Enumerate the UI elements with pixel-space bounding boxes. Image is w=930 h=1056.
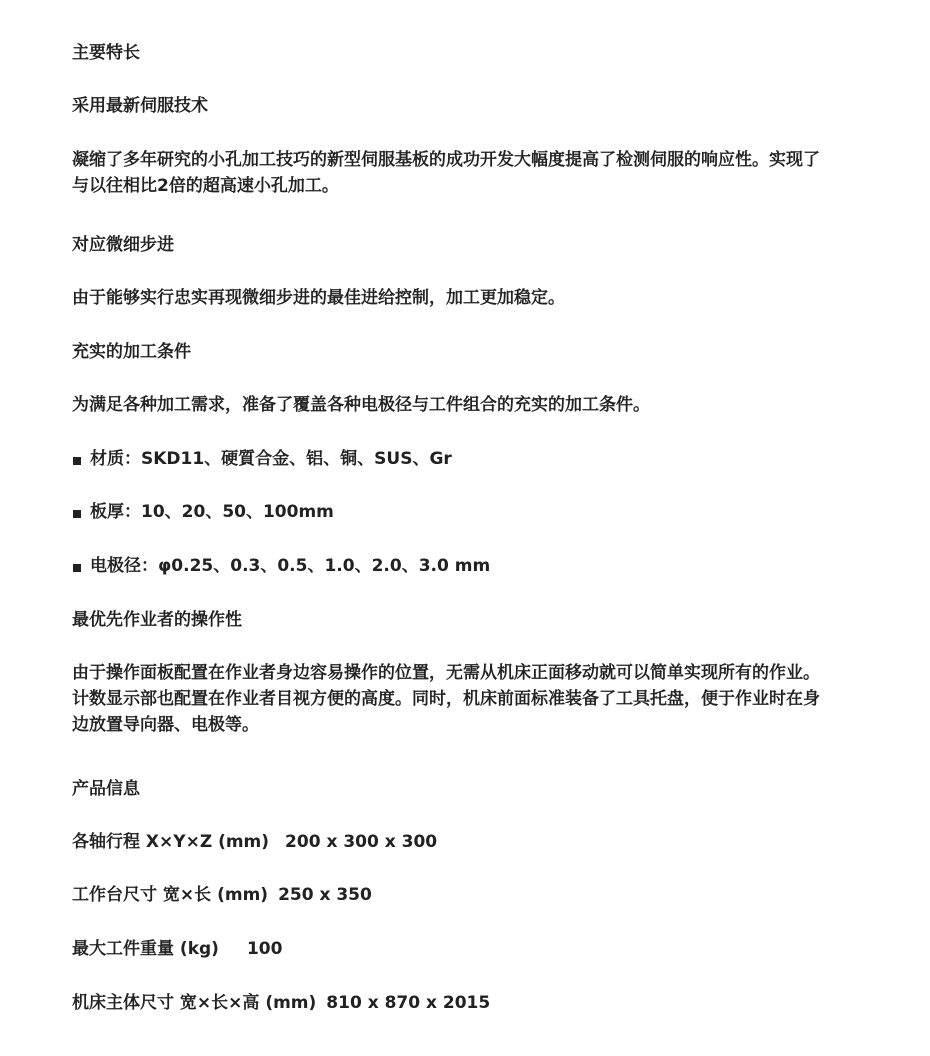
square-bullet-icon (72, 447, 84, 459)
section-paragraph-servo: 凝缩了多年研究的小孔加工技巧的新型伺服基板的成功开发大幅度提高了检测伺服的响应性。实现了与以往相比2倍的超高速小孔加工。 (72, 150, 820, 196)
spec-row-max-weight (72, 936, 282, 962)
section-heading-micro-step: 对应微细步进 (72, 235, 174, 255)
condition-bullet-electrode (72, 553, 490, 579)
spec-value: 250 x 350 (278, 885, 372, 905)
spec-row-machine-size (72, 990, 490, 1016)
spec-label: 最大工件重量 (kg) (72, 939, 219, 959)
section-heading-conditions: 充实的加工条件 (72, 342, 191, 362)
section-paragraph-micro-step: 由于能够实行忠实再现微细步进的最佳进给控制，加工更加稳定。 (72, 288, 565, 308)
spec-label: 机床主体尺寸 宽×长×高 (mm) (72, 993, 317, 1013)
condition-bullet-text: 板厚：10、20、50、100mm (90, 502, 334, 522)
condition-bullet-text: 电极径：φ0.25、0.3、0.5、1.0、2.0、3.0 mm (90, 556, 491, 576)
product-info-title: 产品信息 (72, 779, 140, 799)
condition-bullet-thickness (72, 499, 334, 525)
spec-value: 100 (246, 939, 283, 959)
section-paragraph-operability: 由于操作面板配置在作业者身边容易操作的位置，无需从机床正面移动就可以简单实现所有的作业。计数显示部也配置在作业者目视方便的高度。同时，机床前面标准装备了工具托盘，便于作业时在身边放置导向器、电极等。 (72, 663, 820, 735)
features-title: 主要特长 (72, 43, 140, 63)
spec-label: 工作台尺寸 宽×长 (mm) (72, 885, 269, 905)
section-heading-servo: 采用最新伺服技术 (72, 96, 208, 116)
spec-value: 810 x 870 x 2015 (326, 993, 491, 1013)
spec-value: 200 x 300 x 300 (285, 832, 438, 852)
square-bullet-icon (72, 554, 84, 566)
condition-bullet-material (72, 446, 452, 472)
square-bullet-icon (72, 500, 84, 512)
condition-bullet-text: 材质：SKD11、硬質合金、铝、铜、SUS、Gr (90, 449, 452, 469)
spec-label: 各轴行程 X×Y×Z (mm) (72, 832, 270, 852)
spec-row-axis-travel (72, 829, 437, 855)
section-paragraph-conditions: 为满足各种加工需求，准备了覆盖各种电极径与工件组合的充实的加工条件。 (72, 395, 650, 415)
spec-row-table-size (72, 882, 372, 908)
section-heading-operability: 最优先作业者的操作性 (72, 610, 242, 630)
